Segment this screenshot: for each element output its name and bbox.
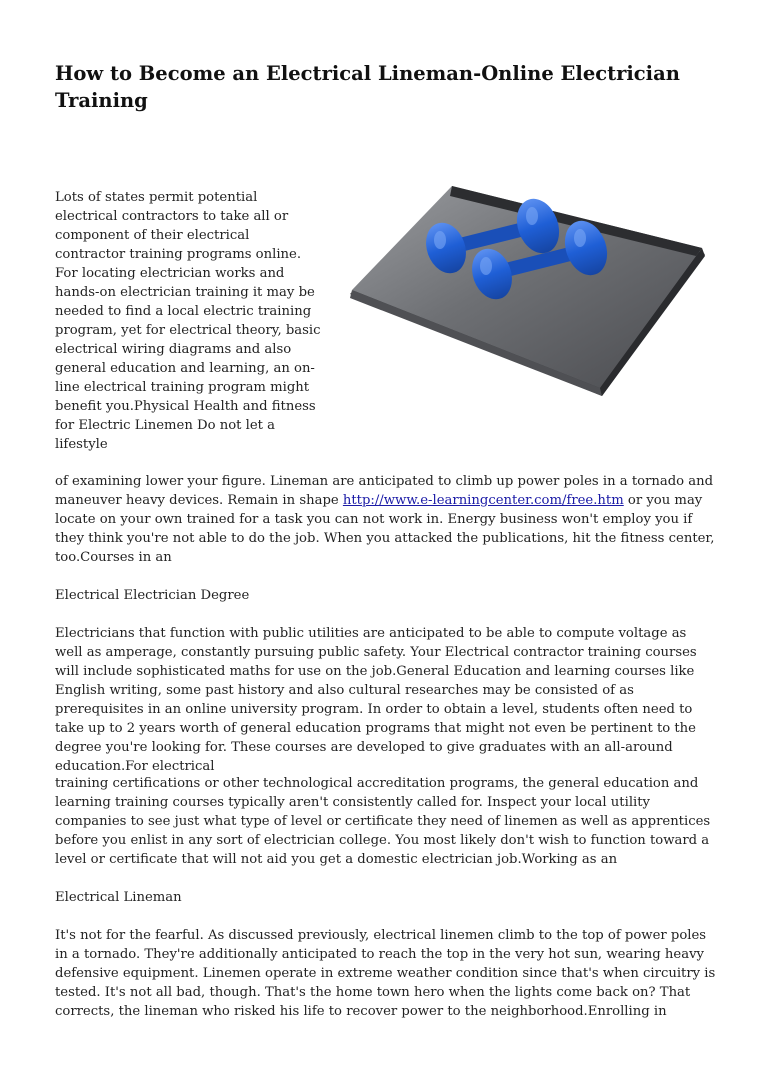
section-heading-degree: Electrical Electrician Degree [55, 588, 250, 603]
learning-center-link[interactable]: http://www.e-learningcenter.com/free.htm [342, 493, 624, 508]
paragraph-certifications: training certifications or other technological accreditation programs, the general education and learning training courses typically aren't consistently called for. Inspect your local utility companies to see just what type of level or certificate they need of linemen as well as apprentices before you enlist in any sort of electrician college. You most likely don't wish to function toward a level or certificate that will not aid you get a domestic electrician job.Working as an [55, 776, 711, 867]
intro-paragraph: Lots of states permit potential electrical contractors to take all or component of their electrical contractor training programs online. For locating electrician works and hands-on electrician training it may be needed to find a local electric training program, yet for electrical theory, basic electrical wiring diagrams and also general education and learning, an on-line electrical training program might benefit you.Physical Health and fitness for Electric Linemen Do not let a lifestyle [55, 190, 321, 452]
paragraph-lineman: It's not for the fearful. As discussed previously, electrical linemen climb to the top of power poles in a tornado. They're additionally anticipated to reach the top in the very hot sun, wearing heavy defensive equipment. Linemen operate in extreme weather condition since that's when circuitry is tested. It's not all bad, though. That's the home town hero when the lights come back on? That corrects, the lineman who risked his life to recover power to the neighborhood.Enrolling in [55, 928, 716, 1019]
paragraph-fitness [55, 472, 717, 567]
section-heading-lineman: Electrical Lineman [55, 890, 182, 905]
page-title: How to Become an Electrical Lineman-Online Electrician Training [55, 62, 680, 112]
paragraph-text: of examining lower your figure. Lineman are anticipated to climb up power poles in a tornado and maneuver heavy devices. Remain in shape [55, 474, 714, 508]
paragraph-degree: Electricians that function with public utilities are anticipated to be able to compute voltage as well as amperage, constantly pursuing public safety. Your Electrical contractor training courses will include sophisticated maths for use on the job.General Education and learning courses like English writing, some past history and also cultural researches may be consisted of as prerequisites in an online university program. In order to obtain a level, students often need to take up to 2 years worth of general education programs that might not even be pertinent to the degree you're looking for. These courses are developed to give graduates with an all-around education.For electrical [55, 626, 697, 774]
laptop-dumbbells-image [340, 182, 710, 414]
paragraph-text: or you may locate on your own trained for a task you can not work in. Energy business won't employ you if they think you're not able to do the job. When you attacked the publications, hit the fitness center, too.Courses in an [55, 493, 715, 565]
